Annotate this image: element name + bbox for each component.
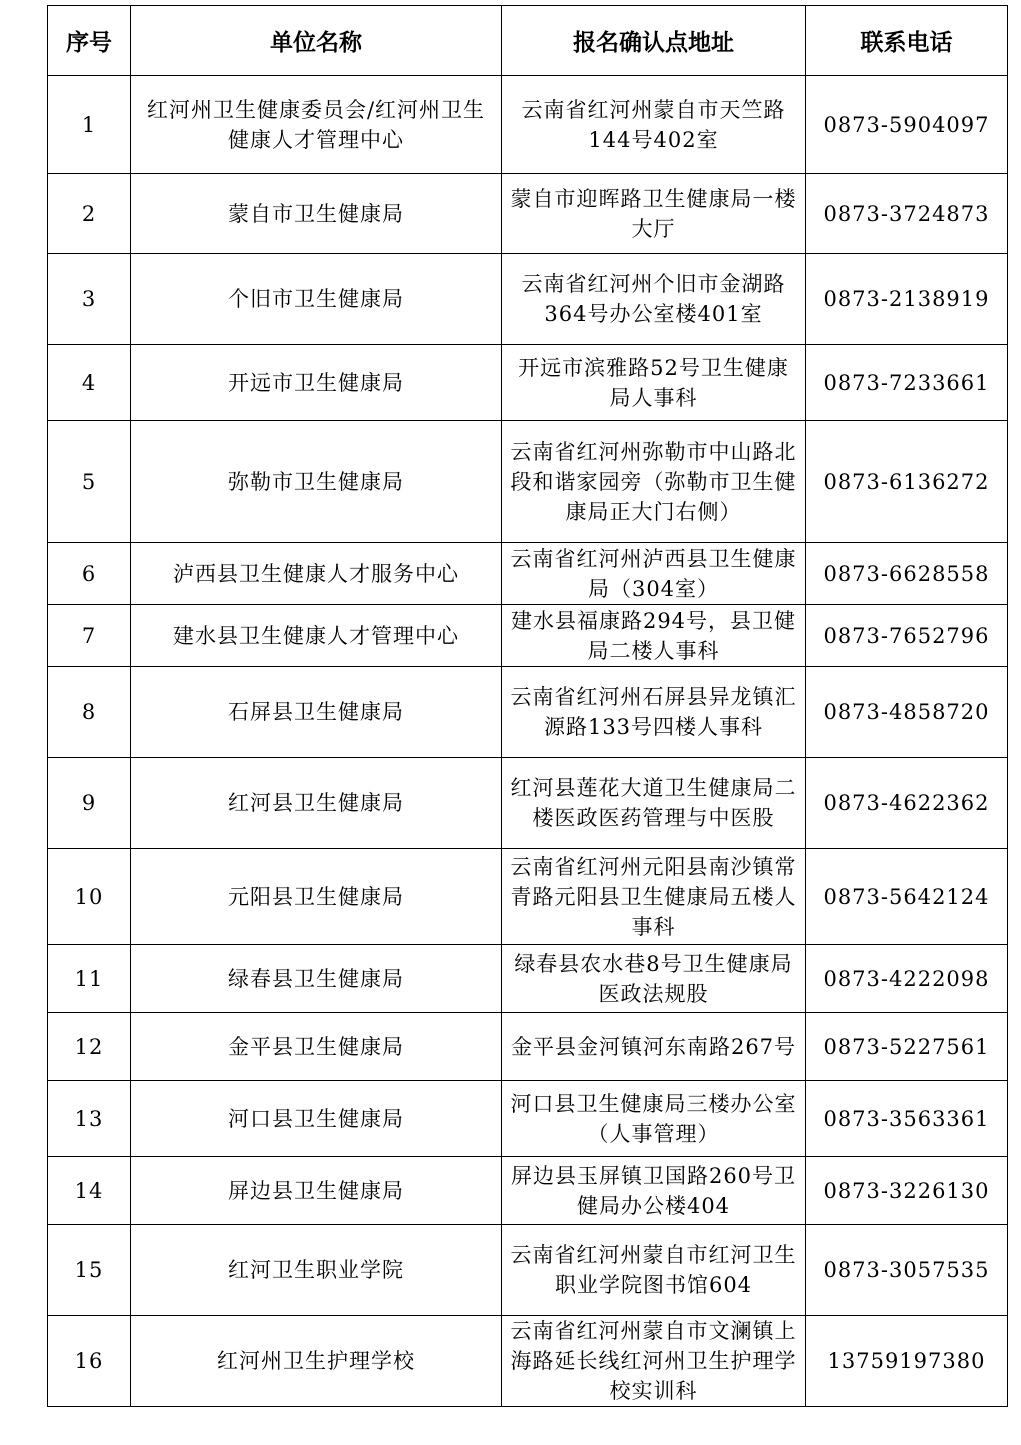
serial-number-cell: 2 [48, 174, 131, 254]
phone-cell: 0873-3226130 [806, 1157, 1008, 1225]
address-cell: 红河县莲花大道卫生健康局二楼医政医药管理与中医股 [502, 758, 806, 849]
table-body [48, 76, 1008, 1407]
phone-cell: 0873-4622362 [806, 758, 1008, 849]
phone-cell: 0873-5227561 [806, 1013, 1008, 1081]
phone-cell: 0873-6136272 [806, 421, 1008, 543]
unit-name-cell: 个旧市卫生健康局 [131, 254, 502, 345]
serial-number-cell: 12 [48, 1013, 131, 1081]
table-row [48, 945, 1008, 1013]
header-serial-number: 序号 [48, 6, 131, 76]
address-cell: 蒙自市迎晖路卫生健康局一楼大厅 [502, 174, 806, 254]
phone-cell: 0873-7233661 [806, 345, 1008, 421]
table-row [48, 758, 1008, 849]
address-cell: 云南省红河州元阳县南沙镇常青路元阳县卫生健康局五楼人事科 [502, 849, 806, 945]
unit-name-cell: 石屏县卫生健康局 [131, 667, 502, 758]
address-cell: 屏边县玉屏镇卫国路260号卫健局办公楼404 [502, 1157, 806, 1225]
address-cell: 云南省红河州蒙自市天竺路144号402室 [502, 76, 806, 174]
serial-number-cell: 5 [48, 421, 131, 543]
unit-name-cell: 河口县卫生健康局 [131, 1081, 502, 1157]
unit-name-cell: 开远市卫生健康局 [131, 345, 502, 421]
address-cell: 绿春县农水巷8号卫生健康局医政法规股 [502, 945, 806, 1013]
serial-number-cell: 14 [48, 1157, 131, 1225]
phone-cell: 0873-6628558 [806, 543, 1008, 605]
table-row [48, 254, 1008, 345]
serial-number-cell: 15 [48, 1225, 131, 1316]
phone-cell: 13759197380 [806, 1316, 1008, 1407]
address-cell: 云南省红河州泸西县卫生健康局（304室） [502, 543, 806, 605]
phone-cell: 0873-5642124 [806, 849, 1008, 945]
table-row [48, 174, 1008, 254]
phone-cell: 0873-7652796 [806, 605, 1008, 667]
serial-number-cell: 8 [48, 667, 131, 758]
table-row [48, 76, 1008, 174]
table-row [48, 605, 1008, 667]
table-row [48, 849, 1008, 945]
table-row [48, 543, 1008, 605]
header-unit-name: 单位名称 [131, 6, 502, 76]
address-cell: 云南省红河州石屏县异龙镇汇源路133号四楼人事科 [502, 667, 806, 758]
serial-number-cell: 6 [48, 543, 131, 605]
serial-number-cell: 7 [48, 605, 131, 667]
unit-name-cell: 弥勒市卫生健康局 [131, 421, 502, 543]
serial-number-cell: 4 [48, 345, 131, 421]
table-row [48, 1316, 1008, 1407]
address-cell: 云南省红河州蒙自市红河卫生职业学院图书馆604 [502, 1225, 806, 1316]
serial-number-cell: 9 [48, 758, 131, 849]
phone-cell: 0873-5904097 [806, 76, 1008, 174]
serial-number-cell: 13 [48, 1081, 131, 1157]
serial-number-cell: 3 [48, 254, 131, 345]
header-address: 报名确认点地址 [502, 6, 806, 76]
unit-name-cell: 泸西县卫生健康人才服务中心 [131, 543, 502, 605]
unit-name-cell: 金平县卫生健康局 [131, 1013, 502, 1081]
address-cell: 云南省红河州个旧市金湖路364号办公室楼401室 [502, 254, 806, 345]
address-cell: 河口县卫生健康局三楼办公室（人事管理） [502, 1081, 806, 1157]
address-cell: 建水县福康路294号，县卫健局二楼人事科 [502, 605, 806, 667]
serial-number-cell: 11 [48, 945, 131, 1013]
table-row [48, 1081, 1008, 1157]
unit-name-cell: 元阳县卫生健康局 [131, 849, 502, 945]
phone-cell: 0873-4858720 [806, 667, 1008, 758]
phone-cell: 0873-3057535 [806, 1225, 1008, 1316]
header-phone: 联系电话 [806, 6, 1008, 76]
serial-number-cell: 10 [48, 849, 131, 945]
unit-name-cell: 屏边县卫生健康局 [131, 1157, 502, 1225]
registration-points-table [47, 5, 1008, 1407]
unit-name-cell: 建水县卫生健康人才管理中心 [131, 605, 502, 667]
address-cell: 云南省红河州弥勒市中山路北段和谐家园旁（弥勒市卫生健康局正大门右侧） [502, 421, 806, 543]
unit-name-cell: 绿春县卫生健康局 [131, 945, 502, 1013]
unit-name-cell: 红河卫生职业学院 [131, 1225, 502, 1316]
phone-cell: 0873-3724873 [806, 174, 1008, 254]
serial-number-cell: 1 [48, 76, 131, 174]
table-row [48, 667, 1008, 758]
table-header-row [48, 6, 1008, 76]
phone-cell: 0873-3563361 [806, 1081, 1008, 1157]
address-cell: 云南省红河州蒙自市文澜镇上海路延长线红河州卫生护理学校实训科 [502, 1316, 806, 1407]
unit-name-cell: 红河州卫生护理学校 [131, 1316, 502, 1407]
address-cell: 开远市滨雅路52号卫生健康局人事科 [502, 345, 806, 421]
address-cell: 金平县金河镇河东南路267号 [502, 1013, 806, 1081]
table-row [48, 1013, 1008, 1081]
unit-name-cell: 蒙自市卫生健康局 [131, 174, 502, 254]
table-row [48, 1225, 1008, 1316]
table-row [48, 421, 1008, 543]
phone-cell: 0873-4222098 [806, 945, 1008, 1013]
unit-name-cell: 红河州卫生健康委员会/红河州卫生健康人才管理中心 [131, 76, 502, 174]
serial-number-cell: 16 [48, 1316, 131, 1407]
table-row [48, 1157, 1008, 1225]
table-row [48, 345, 1008, 421]
phone-cell: 0873-2138919 [806, 254, 1008, 345]
unit-name-cell: 红河县卫生健康局 [131, 758, 502, 849]
